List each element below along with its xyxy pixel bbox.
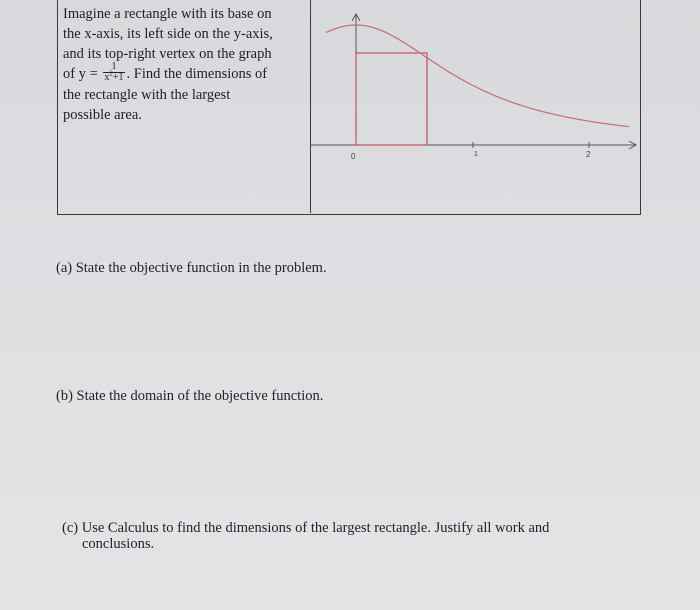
problem-line-4-prefix: of y = (63, 66, 102, 82)
question-b: (b) State the domain of the objective function. (56, 388, 324, 404)
tick-label-2: 2 (586, 150, 591, 159)
denominator-rest: +1 (112, 72, 124, 84)
question-c-line-1: (c) Use Calculus to find the dimensions of the largest rectangle. Justify all work and (62, 520, 550, 536)
fraction-numerator: 1 (103, 62, 124, 73)
problem-line-2: the x-axis, its left side on the y-axis, (63, 26, 273, 42)
problem-line-3: and its top-right vertex on the graph (63, 46, 272, 62)
tick-label-1: 1 (474, 151, 478, 158)
inscribed-rectangle (356, 53, 427, 145)
fraction-denominator (103, 69, 124, 84)
function-fraction (103, 62, 124, 83)
graph-cell (311, 0, 640, 213)
problem-line-1: Imagine a rectangle with its base on (63, 6, 272, 22)
denominator-base: x (104, 72, 110, 84)
problem-statement-cell (58, 0, 311, 213)
problem-line-6: possible area. (63, 107, 142, 124)
question-c-line-2: conclusions. (82, 536, 155, 552)
problem-statement (63, 4, 308, 125)
function-curve (326, 25, 629, 127)
tick-label-0: 0 (351, 152, 356, 161)
problem-line-4-suffix: . Find the dimensions of (126, 66, 268, 82)
denominator-exponent: 2 (109, 69, 113, 78)
question-a: (a) State the objective function in the problem. (56, 260, 327, 276)
problem-box (57, 0, 641, 215)
function-graph (311, 0, 640, 213)
problem-line-5: the rectangle with the largest (63, 87, 231, 104)
question-c (62, 520, 622, 552)
